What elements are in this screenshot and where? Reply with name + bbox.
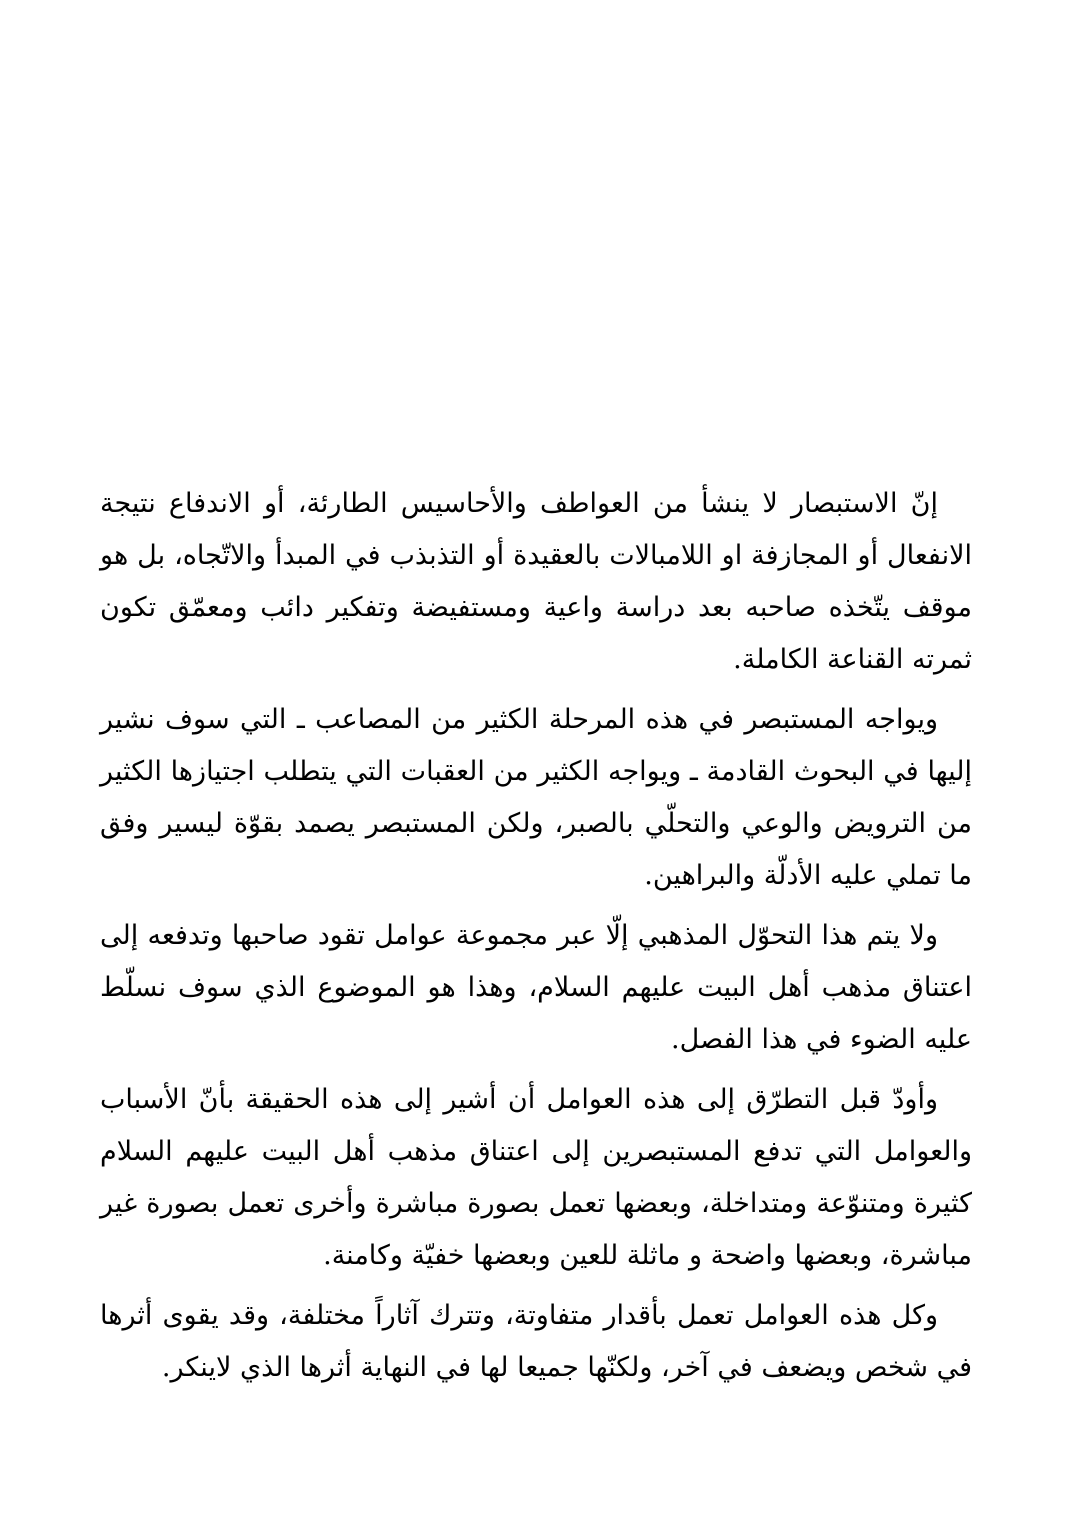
paragraph-4: وأودّ قبل التطرّق إلى هذه العوامل أن أشير إلى هذه الحقيقة بأنّ الأسباب والعوامل التي تدفع المستبصرين إلى اعتناق مذهب أهل البيت عليهم السلام كثيرة ومتنوّعة ومتداخلة، وبعضها تعمل بصورة مباشرة وأخرى تعمل بصورة غير مباشرة، وبعضها واضحة و ماثلة للعين وبعضها خفيّة وكامنة. [100,1084,973,1271]
paragraph-3: ولا يتم هذا التحوّل المذهبي إلّا عبر مجموعة عوامل تقود صاحبها وتدفعه إلى اعتناق مذهب أهل البيت عليهم السلام، وهذا هو الموضوع الذي سوف نسلّط عليه الضوء في هذا الفصل. [100,920,972,1055]
body-text [100,478,972,1402]
paragraph-5: وكل هذه العوامل تعمل بأقدار متفاوتة، وتترك آثاراً مختلفة، وقد يقوى أثرها في شخص ويضعف في آخر، ولكنّها جميعا لها في النهاية أثرها الذي لاينكر. [100,1300,972,1383]
paragraph-2: ويواجه المستبصر في هذه المرحلة الكثير من المصاعب ـ التي سوف نشير إليها في البحوث القادمة ـ ويواجه الكثير من العقبات التي يتطلب اجتيازها الكثير من الترويض والوعي والتحلّي بالصبر، ولكن المستبصر يصمد بقوّة ليسير وفق ما تملي عليه الأدلّة والبراهين. [100,704,972,891]
paragraph-1: إنّ الاستبصار لا ينشأ من العواطف والأحاسيس الطارئة، أو الاندفاع نتيجة الانفعال أو المجازفة او اللامبالات بالعقيدة أو التذبذب في المبدأ والاتّجاه، بل هو موقف يتّخذه صاحبه بعد دراسة واعية ومستفيضة وتفكير دائب ومعمّق تكون ثمرته القناعة الكاملة. [100,488,972,675]
